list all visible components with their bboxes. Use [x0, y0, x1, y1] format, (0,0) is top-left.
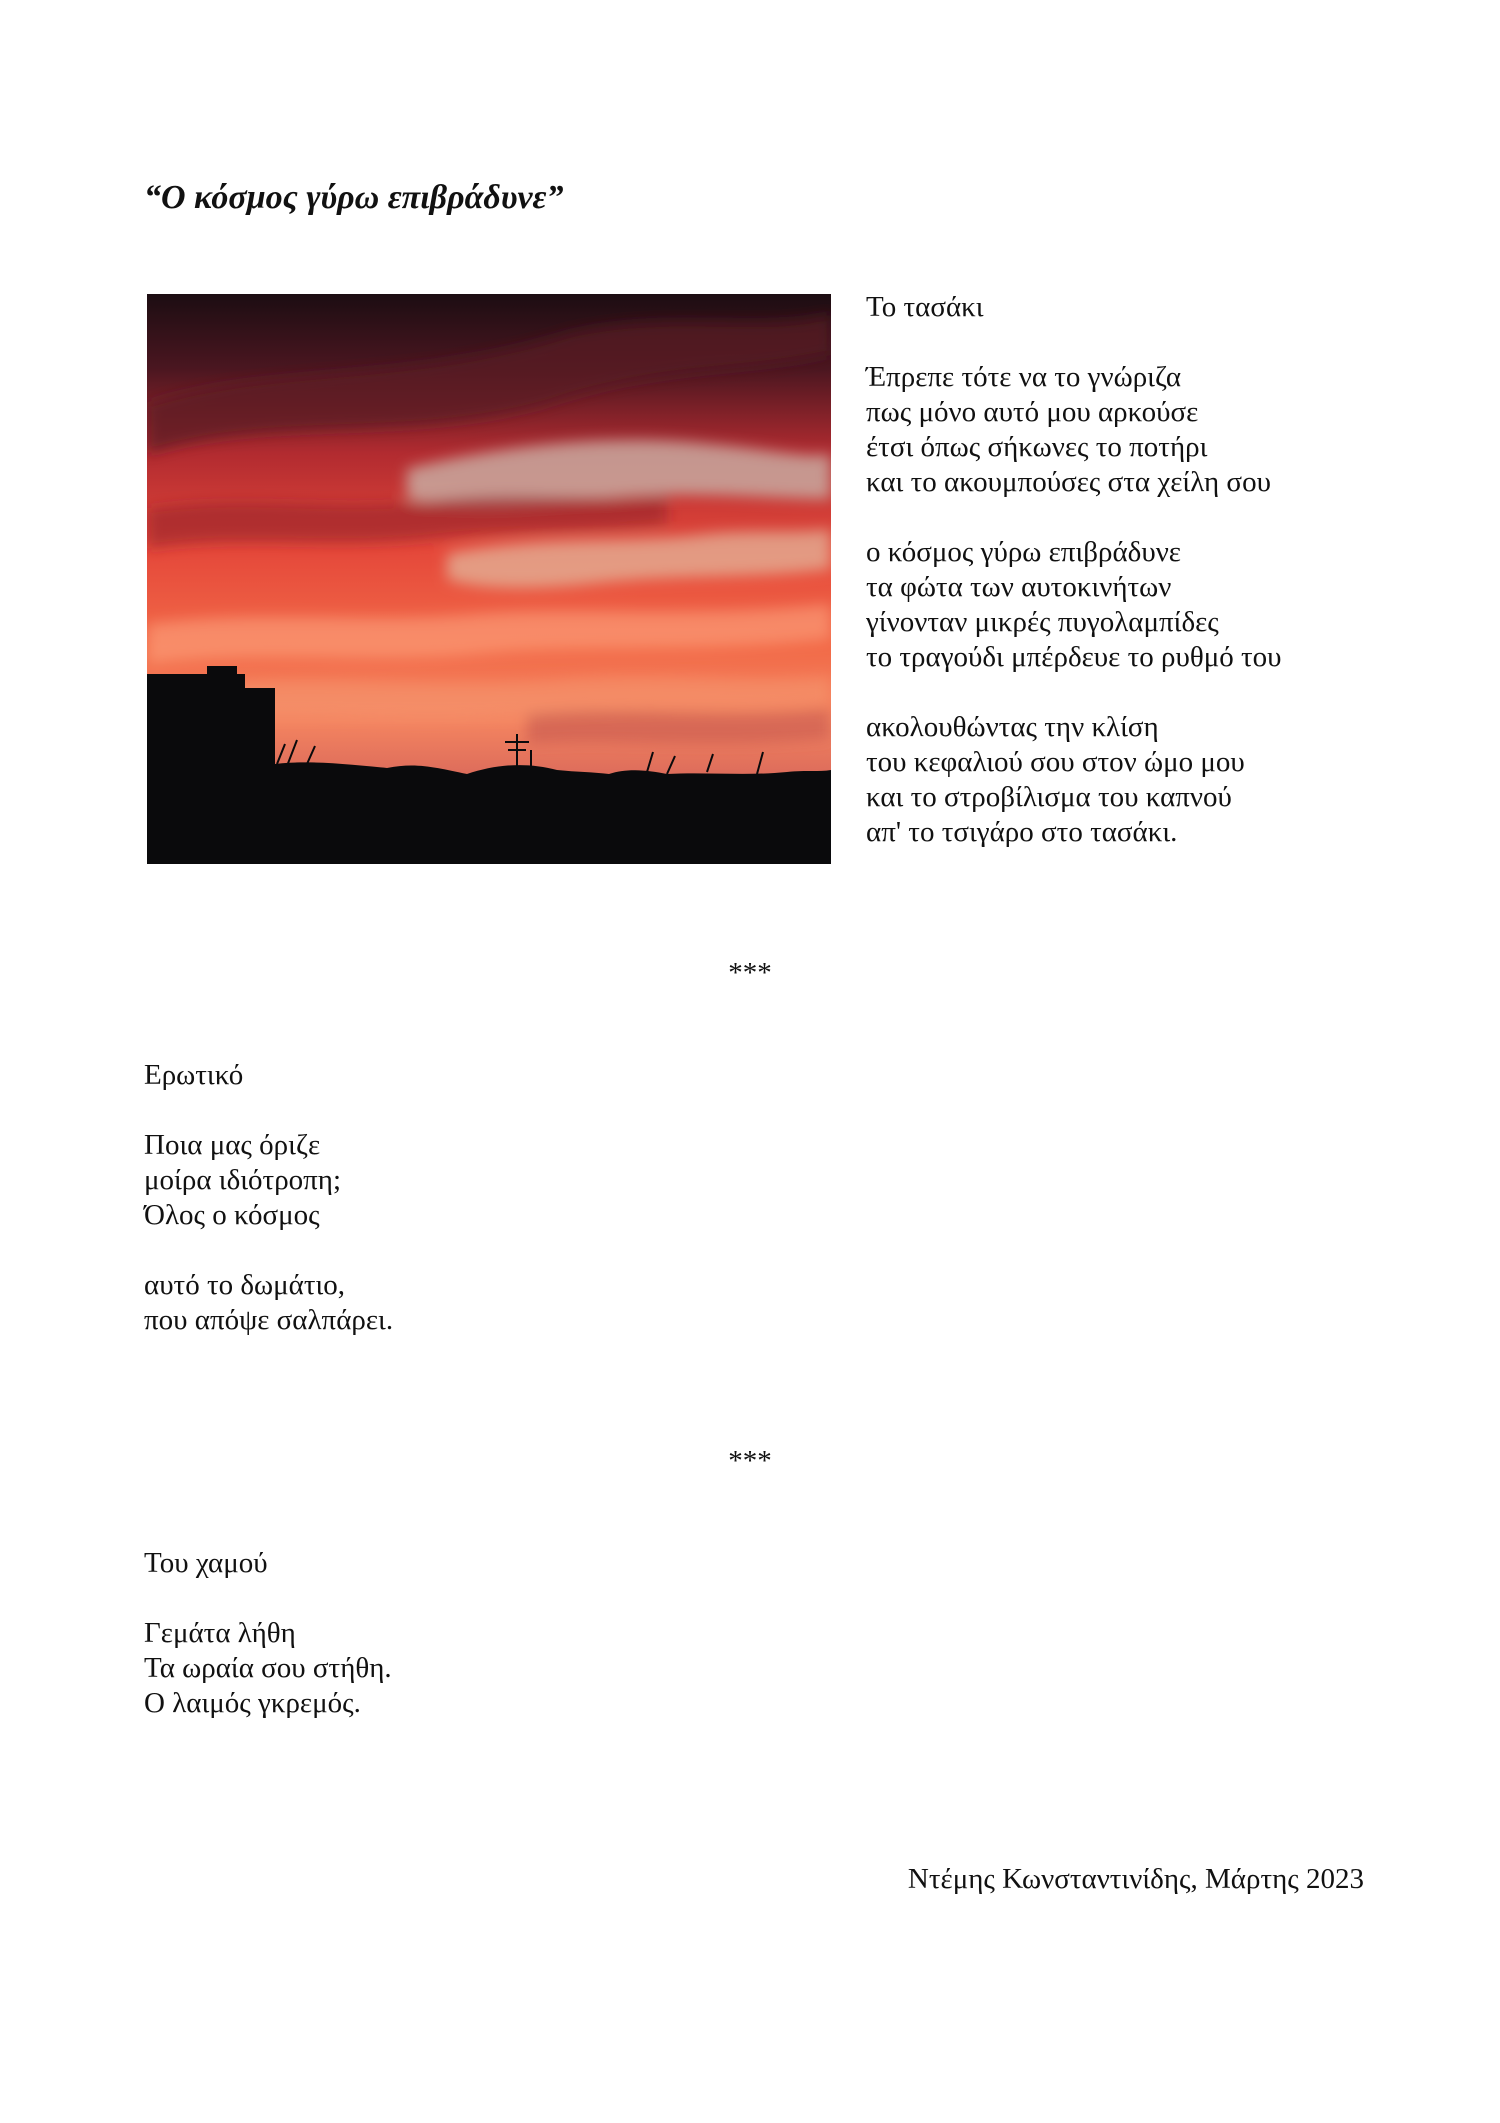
stanza — [866, 535, 1282, 675]
poem-line: ο κόσμος γύρω επιβράδυνε — [866, 536, 1181, 568]
stanza — [144, 1616, 392, 1721]
stanza — [144, 1268, 393, 1338]
poem-line: έτσι όπως σήκωνες το ποτήρι — [866, 431, 1208, 463]
poem-line: του κεφαλιού σου στον ώμο μου — [866, 746, 1245, 778]
poem-line: και το στροβίλισμα του καπνού — [866, 781, 1232, 813]
poem-line: Έπρεπε τότε να το γνώριζα — [866, 361, 1182, 393]
poem-line: απ' το τσιγάρο στο τασάκι. — [866, 816, 1178, 848]
poem-line: ακολουθώντας την κλίση — [866, 711, 1159, 743]
poem-title: Του χαμού — [144, 1547, 268, 1579]
poem-tou-xamou — [144, 1546, 392, 1721]
poem-line: Ποια μας όριζε — [144, 1129, 321, 1161]
poem-title: Ερωτικό — [144, 1059, 244, 1091]
poem-line: Ο λαιμός γκρεμός. — [144, 1687, 361, 1719]
poem-line: το τραγούδι μπέρδευε το ρυθμό του — [866, 641, 1282, 673]
section-separator: *** — [728, 957, 772, 989]
poem-title: Το τασάκι — [866, 291, 984, 323]
document-title: “Ο κόσμος γύρω επιβράδυνε” — [144, 179, 564, 216]
poem-line: τα φώτα των αυτοκινήτων — [866, 571, 1172, 603]
poem-line: πως μόνο αυτό μου αρκούσε — [866, 396, 1199, 428]
stanza — [866, 710, 1282, 850]
sunset-photo — [147, 294, 831, 864]
poem-line: Γεμάτα λήθη — [144, 1617, 296, 1649]
poem-line: και το ακουμπούσες στα χείλη σου — [866, 466, 1271, 498]
section-separator: *** — [728, 1445, 772, 1477]
stanza — [144, 1128, 393, 1233]
poem-to-tasaki — [866, 290, 1282, 850]
poem-line: Όλος ο κόσμος — [144, 1199, 320, 1231]
poem-erotiko — [144, 1058, 393, 1338]
poem-line: αυτό το δωμάτιο, — [144, 1269, 346, 1301]
poem-line: μοίρα ιδιότροπη; — [144, 1164, 342, 1196]
poem-line: γίνονταν μικρές πυγολαμπίδες — [866, 606, 1219, 638]
stanza — [866, 360, 1282, 500]
poem-line: που απόψε σαλπάρει. — [144, 1304, 394, 1336]
poem-line: Τα ωραία σου στήθη. — [144, 1652, 392, 1684]
author-signature: Ντέμης Κωνσταντινίδης, Μάρτης 2023 — [907, 1863, 1364, 1895]
